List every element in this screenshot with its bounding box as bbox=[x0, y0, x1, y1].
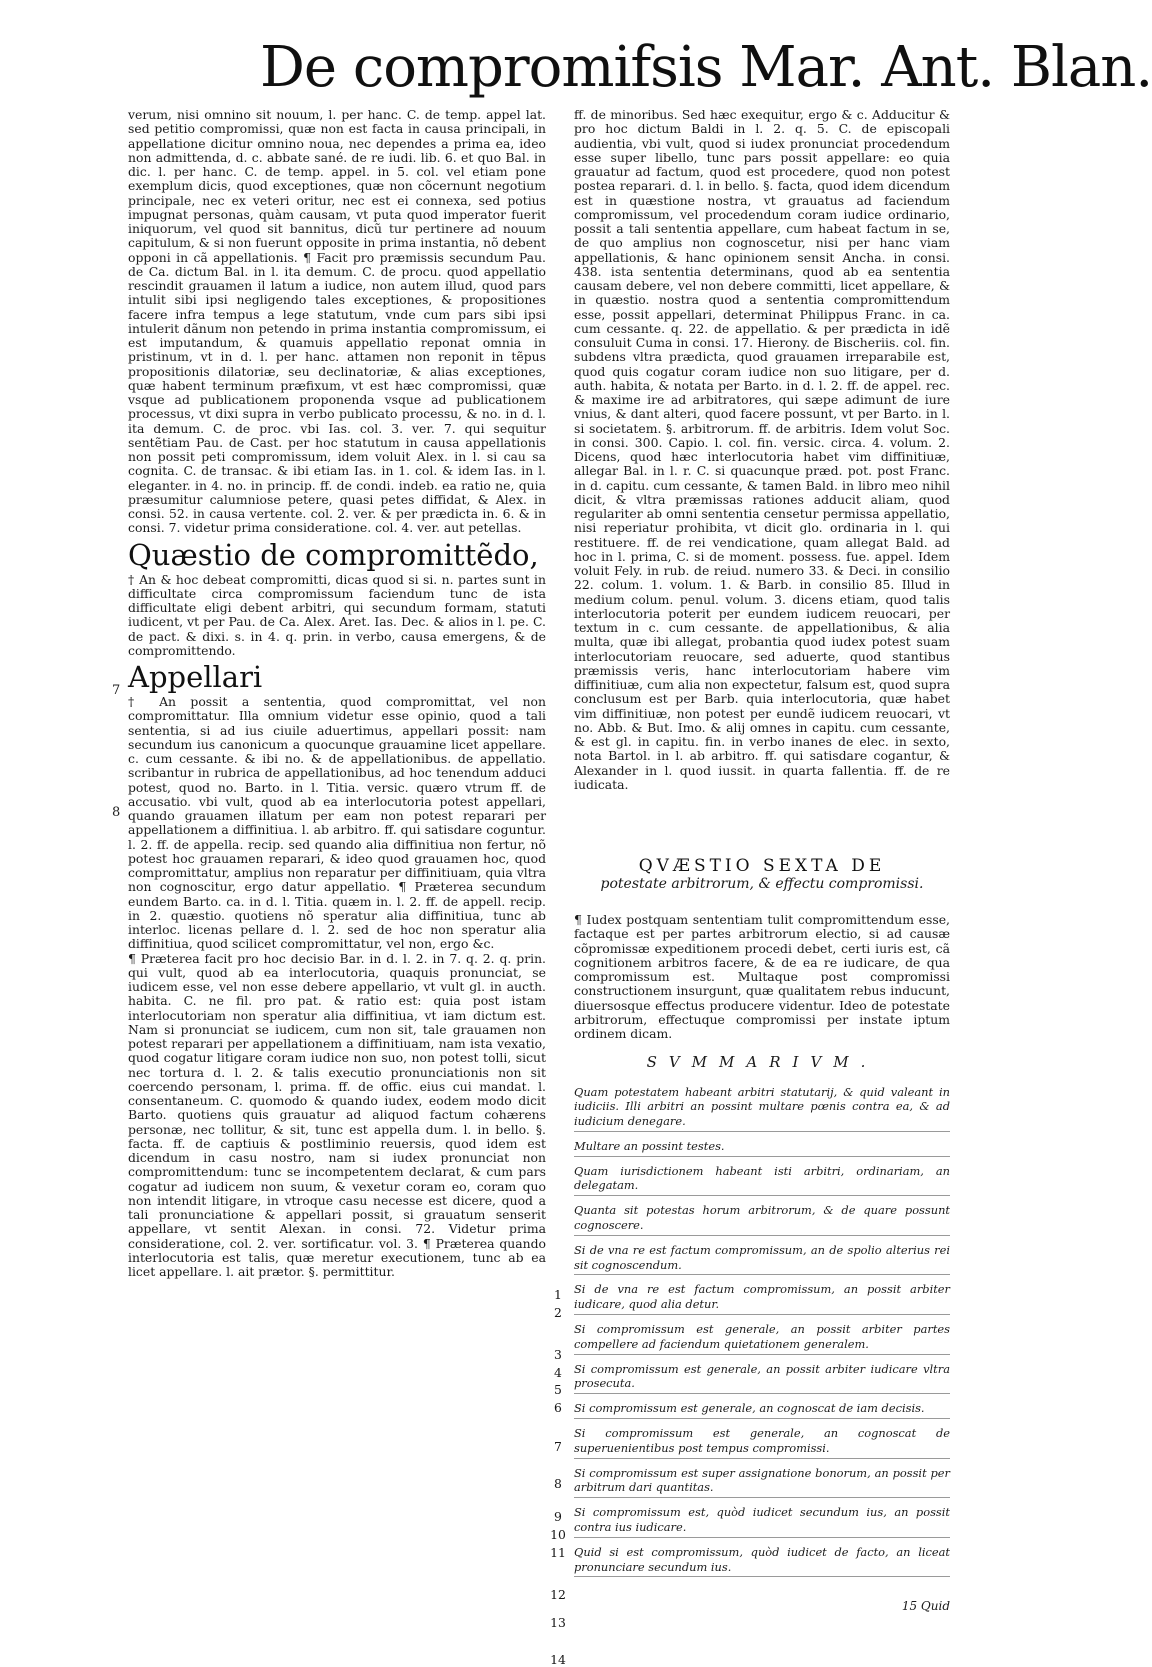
left-paragraph-7: † An & hoc debeat compromitti, dicas quod si si. n. partes sunt in difficultate circa compromissum faciendum tunc de ista difficultate eligi debent arbitri, qui secundum formam, statuti iudicent, vt per Pau. de Ca. Alex. Aret. Ias. Dec. & alios in l. pe. C. de pact. & dixi. s. in 4. q. prin. in verbo, causa emergens, & de compromittendo. bbox=[128, 571, 546, 658]
margin-number-7: 7 bbox=[112, 683, 121, 698]
summary-number: 5 bbox=[554, 1382, 562, 1397]
summary-item: Si compromissum est generale, an cognoscat de iam decisis. bbox=[574, 1400, 950, 1419]
summary-item: Multare an possint testes. bbox=[574, 1138, 950, 1157]
summary-list bbox=[574, 1084, 950, 1578]
question-heading: QVÆSTIO SEXTA DE bbox=[638, 856, 886, 876]
summary-item: Quanta sit potestas horum arbitrorum, & de quare possunt cognoscere. bbox=[574, 1202, 950, 1236]
summary-number: 13 bbox=[550, 1615, 566, 1630]
summary-item: Si de vna re est factum compromissum, an possit arbiter iudicare, quod alia detur. bbox=[574, 1281, 950, 1315]
summary-item: Si compromissum est, quòd iudicet secundum ius, an possit contra ius iudicare. bbox=[574, 1504, 950, 1538]
summary-number: 1 bbox=[554, 1287, 562, 1302]
right-paragraph-1: ff. de minoribus. Sed hæc exequitur, ergo & c. Adducitur & pro hoc dictum Baldi in l. 2. q. 5. C. de episcopali audientia, vbi vult, quod si iudex pronunciat procedendum esse super libello, tunc pars possit appellare: eo quia grauatur ad factum, quod est procedere, quod non potest postea reparari. d. l. in bello. §. facta, quod idem dicendum est in quæstione nostra, vt grauatus ad faciendum compromissum, vel procedendum coram iudice ordinario, possit a tali sententia appellare, cum habeat factum in se, de quo amplius non cognoscetur, nisi per hanc viam appellationis, & hanc opinionem sensit Ancha. in consi. 438. ista sententia determinans, quod ab ea sententia causam debere, vel non debere committi, licet appellare, & in quæstio. nostra quod a sententia compromittendum esse, possit appellari, determinat Philippus Franc. in ca. cum cessante. q. 22. de appellatio. & per prædicta in idẽ consuluit Cuma in consi. 17. Hierony. de Bischeriis. col. fin. subdens vltra prædicta, quod grauamen irreparabile est, quod quis cogatur coram iudice non suo litigare, per d. auth. habita, & notata per Barto. in d. l. 2. ff. de appel. rec. & maxime ire ad arbitratores, qui sæpe adimunt de iure vnius, & dant alteri, quod facere possunt, vt per Barto. in l. si societatem. §. arbitrorum. ff. de arbitris. Idem volut Soc. in consi. 300. Capio. l. col. fin. versic. circa. 4. volum. 2. Dicens, quod hæc interlocutoria habet vim diffinitiuæ, allegar Bal. in l. r. C. si quacunque præd. pot. post Franc. in d. capitu. cum cessante, & tamen Bald. in libro meo nihil dicit, & vltra præmissas rationes adducit aliam, quod regulariter ab omni sententia censetur permissa appellatio, nisi reperiatur prohibita, vt dicit glo. ordinaria in l. qui restituere. ff. de rei vendicatione, quam allegat Bald. ad hoc in l. prima, C. si de moment. possess. fue. appel. Idem voluit Fely. in rub. de reiud. numero 33. & Deci. in consilio 22. colum. 1. volum. 1. & Barb. in consilio 85. Illud in medium colum. penul. volum. 3. dicens etiam, quod talis interlocutoria poterit per eundem iudicem reuocari, per textum in c. cum cessante. de appellationibus, & alia multa, quæ ibi allegat, probantia quod iudex potest suam interlocutoriam reuocare, sed aduerte, quod stantibus præmissis veris, hanc interlocutoriam habere vim diffinitiuæ, cum alia non expectetur, falsum est, quod supra conclusum est per Barb. quia interlocutoria, quæ habet vim diffinitiuæ, non potest per eundẽ iudicem reuocari, vt no. Abb. & But. Imo. & alij omnes in capitu. cum cessante, & est gl. in capitu. fin. in verbo inanes de elec. in sexto, nota Bartol. in l. ab arbitro. ff. qui satisdare cogantur, & Alexander in l. quod iussit. in quarta fallentia. ff. de re iudicata. bbox=[574, 107, 950, 792]
question-subheading: potestate arbitrorum, & effectu compromissi. bbox=[600, 876, 924, 892]
heading-appellari: Appellari bbox=[128, 660, 263, 694]
summary-number: 8 bbox=[554, 1476, 562, 1491]
summary-number: 6 bbox=[554, 1400, 562, 1415]
summary-number: 2 bbox=[554, 1305, 562, 1320]
summary-number: 12 bbox=[550, 1587, 566, 1602]
summary-item: Si compromissum est super assignatione bonorum, an possit per arbitrum dari quantitas. bbox=[574, 1465, 950, 1499]
summary-item: Quid si est compromissum, quòd iudicet de facto, an liceat pronunciare secundum ius. bbox=[574, 1544, 950, 1578]
summary-item: Si compromissum est generale, an cognoscat de superuenientibus post tempus compromissi. bbox=[574, 1425, 950, 1459]
heading-compromittendo: Quæstio de compromittẽdo, bbox=[128, 537, 539, 572]
left-paragraph-1: verum, nisi omnino sit nouum, l. per hanc. C. de temp. appel lat. sed petitio compromissi, quæ non est facta in causa principali, in appellatione dicitur omnino noua, nec dependes a prima ea, ideo non admittenda, d. c. abbate sané. de re iudi. lib. 6. et quo Bal. in dic. l. per hanc. C. de temp. appel. in 5. col. vel etiam pone exemplum dicis, quod exceptiones, quæ non cõcernunt negotium principale, nec ex veteri oritur, nec est ei connexa, sed potius impugnat personas, quàm causam, vt puta quod imperator fuerit iniquorum, vel quod sit bannitus, dicũ tur pertinere ad nouum capitulum, & si non fuerunt opposite in prima instantia, nõ debent opponi in cã appellationis. ¶ Facit pro præmissis secundum Pau. de Ca. dictum Bal. in l. ita demum. C. de procu. quod appellatio rescindit grauamen il latum a iudice, non autem illud, quod pars intulit sibi ipsi negligendo tales exceptiones, & propositiones facere infra tempus a lege statutum, vnde cum pars sibi ipsi intulerit dãnum non petendo in prima instantia compromissum, ei est imputandum, & quamuis appellatio reponat omnia in pristinum, vt in d. l. per hanc. attamen non reponit in tẽpus propositionis dilatoriæ, seu declinatoriæ, & alias exceptiones, quæ habent terminum præfixum, vt est hæc compromissi, quæ vsque ad publicationem proponenda vsque ad publicationem processus, vt dixi supra in verbo publicato processu, & no. in d. l. ita demum. C. de proc. vbi Ias. col. 3. ver. 7. qui sequitur sentẽtiam Pau. de Cast. per hoc statutum in causa appellationis non possit peti compromissum, idem voluit Alex. in l. si cau sa cognita. C. de transac. & ibi etiam Ias. in 1. col. & idem Ias. in l. eleganter. in 4. no. in princip. ff. de condi. indeb. ea ratio ne, quia præsumitur calumniose petere, quasi petes diffidat, & Alex. in consi. 52. in causa vertente. col. 2. ver. & per prædicta in. 6. & in consi. 7. videtur prima consideratione. col. 4. ver. aut petellas. bbox=[128, 107, 546, 536]
summary-number: 7 bbox=[554, 1439, 562, 1454]
summary-item: Quam iurisdictionem habeant isti arbitri, ordinariam, an delegatam. bbox=[574, 1163, 950, 1197]
left-paragraph-9: ¶ Præterea facit pro hoc decisio Bar. in d. l. 2. in 7. q. 2. q. prin. qui vult, quod ab ea interlocutoria, quaquis pronunciat, se iudicem esse, vel non esse debere appellario, vt vult gl. in aucth. habita. C. ne fil. pro pat. & ratio est: quia post istam interlocutoriam non speratur alia diffinitiua, vt iam dictum est. Nam si pronunciat se iudicem, cum non sit, tale grauamen non potest reparari per appellationem a diffinitiuam, nam ista vexatio, quod cogatur litigare coram iudice non suo, non potest tolli, sicut nec tortura d. l. 2. & talis executio pronunciationis non sit coercendo personam, l. prima. ff. de offic. eius cui mandat. l. consentaneum. C. quomodo & quando iudex, eodem modo dicit Barto. quotiens quis grauatur ad aliquod factum cohærens personæ, nec tollitur, & sit, tunc est appella dum. l. in bello. §. facta. ff. de captiuis & postliminio reuersis, quod idem est dicendum in casu nostro, nam si iudex pronunciat non compromittendum: tunc se incompetentem declarat, & cum pars cogatur ad iudicem non suum, & vexetur coram eo, coram quo non intendit litigare, in vtroque casu necesse est dicere, quod a tali pronunciatione & appellari possit, si grauatum senserit appellare, vt sentit Alexan. in consi. 72. Videtur prima consideratione, col. 2. ver. sortificatur. vol. 3. ¶ Præterea quando interlocutoria est talis, quæ meretur executionem, tunc ab ea licet appellare. l. ait prætor. §. permittitur. bbox=[128, 950, 546, 1279]
left-paragraph-8: † An possit a sententia, quod compromittat, vel non compromittatur. Illa omnium videtur esse opinio, quod a tali sententia, si ad ius ciuile aduertimus, appellari possit: nam secundum ius canonicum a quocunque grauamine licet appellare. c. cum cessante. & ibi no. & de appellationibus. de appellatio. scribantur in rubrica de appellationibus, ad hoc tenendum adduci potest, quod no. Barto. in l. Titia. versic. quæro vtrum ff. de accusatio. vbi vult, quod ab ea interlocutoria potest appellari, quando grauamen illatum per eam non potest reparari per appellationem a diffinitiua. l. ab arbitro. ff. qui satisdare coguntur. l. 2. ff. de appella. recip. sed quando alia diffinitiua non fertur, nõ potest hoc grauamen reparari, & ideo quod grauamen hoc, quod compromittatur, amplius non reparatur per diffinitiuam, quia vltra non cognoscitur, ergo datur appellatio. ¶ Præterea secundum eundem Barto. ca. in d. l. Titia. quæm in. l. 2. ff. de appell. recip. in 2. quæstio. quotiens nõ speratur alia diffinitiua, tunc ab interloc. licenas pellare d. l. 2. sed de hoc non speratur alia diffinitiua, quod scilicet compromittatur, vel non, ergo &c. bbox=[128, 694, 546, 952]
summary-item: Quam potestatem habeant arbitri statutarij, & quid valeant in iudiciis. Illi arbitri an possint multare pœnis contra ea, & ad iudicium denegare. bbox=[574, 1084, 950, 1132]
summary-number: 4 bbox=[554, 1365, 562, 1380]
running-title: De compromifsis Mar. Ant. Blan. bbox=[260, 35, 1152, 100]
summary-item: Si compromissum est generale, an possit arbiter iudicare vltra prosecuta. bbox=[574, 1361, 950, 1395]
left-column bbox=[128, 108, 546, 1279]
right-paragraph-2: ¶ Iudex postquam sententiam tulit compromittendum esse, factaque est per partes arbitrorum electio, si ad causæ cõpromissæ expeditionem procedi debet, certi iuris est, cã cognitionem arbitros facere, & de ea re iudicare, de qua compromissum est. Multaque post compromissi constructionem insurgunt, quæ qualitatem rebus inducunt, diuersosque effectus producere videntur. Ideo de potestate arbitrorum, effectuque compromissi per instate iptum ordinem dicam. bbox=[574, 912, 950, 1041]
summary-number: 3 bbox=[554, 1347, 562, 1362]
summary-number: 14 bbox=[550, 1652, 566, 1667]
right-column bbox=[574, 108, 950, 1614]
summary-item: Si compromissum est generale, an possit arbiter partes compellere ad faciendum quietationem generalem. bbox=[574, 1321, 950, 1355]
summary-number: 10 bbox=[550, 1527, 566, 1542]
summary-heading: SVMMARIVM. bbox=[646, 1053, 878, 1072]
summary-item: Si de vna re est factum compromissum, an de spolio alterius rei sit cognoscendum. bbox=[574, 1242, 950, 1276]
page-catchword: 15 Quid bbox=[901, 1599, 950, 1614]
summary-number: 9 bbox=[554, 1509, 562, 1524]
summary-number: 11 bbox=[550, 1545, 566, 1560]
margin-number-8: 8 bbox=[112, 805, 121, 820]
